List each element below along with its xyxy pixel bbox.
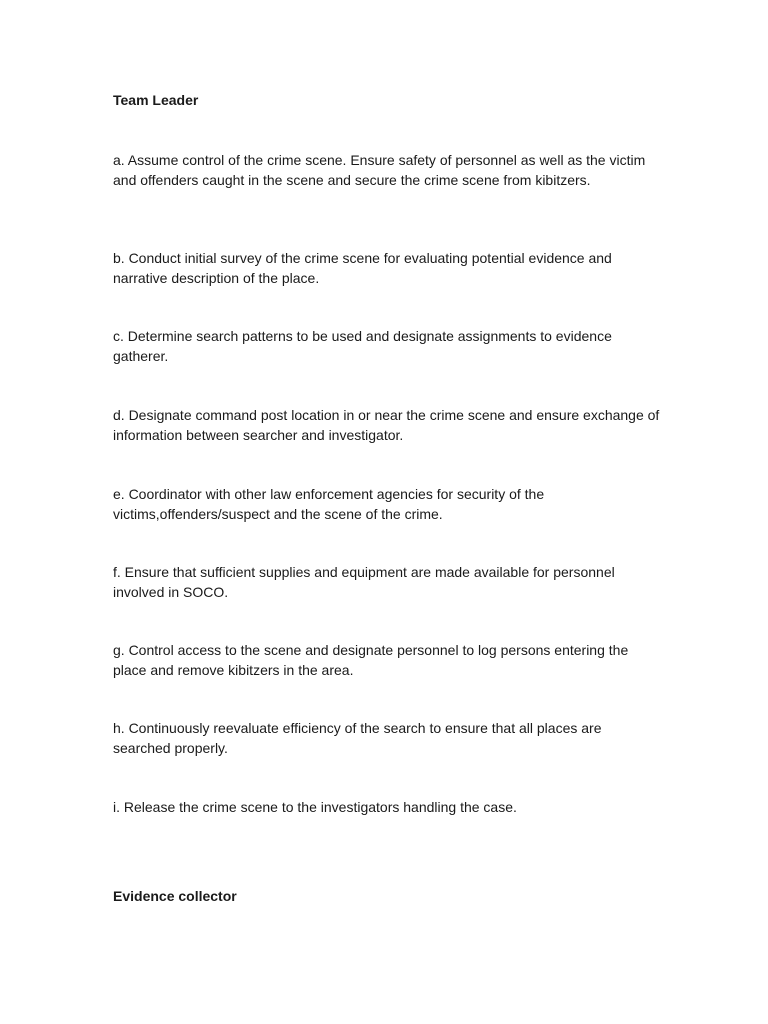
team-leader-item-b: b. Conduct initial survey of the crime scene for evaluating potential evidence and narrative description of the place. [113,250,612,286]
team-leader-item-c: c. Determine search patterns to be used and designate assignments to evidence gatherer. [113,328,612,364]
team-leader-item-f: f. Ensure that sufficient supplies and equipment are made available for personnel involved in SOCO. [113,564,615,600]
section-heading-team-leader: Team Leader [113,92,199,108]
section-heading-evidence-collector: Evidence collector [113,888,237,904]
team-leader-item-e: e. Coordinator with other law enforcement agencies for security of the victims,offenders/suspect and the scene of the crime. [113,486,545,522]
team-leader-item-g: g. Control access to the scene and designate personnel to log persons entering the place and remove kibitzers in the area. [113,642,629,678]
team-leader-item-i: i. Release the crime scene to the investigators handling the case. [113,799,517,815]
team-leader-item-a: a. Assume control of the crime scene. Ensure safety of personnel as well as the victim and offenders caught in the scene and secure the crime scene from kibitzers. [113,152,646,188]
team-leader-item-d: d. Designate command post location in or near the crime scene and ensure exchange of information between searcher and investigator. [113,407,660,443]
team-leader-item-h: h. Continuously reevaluate efficiency of the search to ensure that all places are searched properly. [113,720,602,756]
